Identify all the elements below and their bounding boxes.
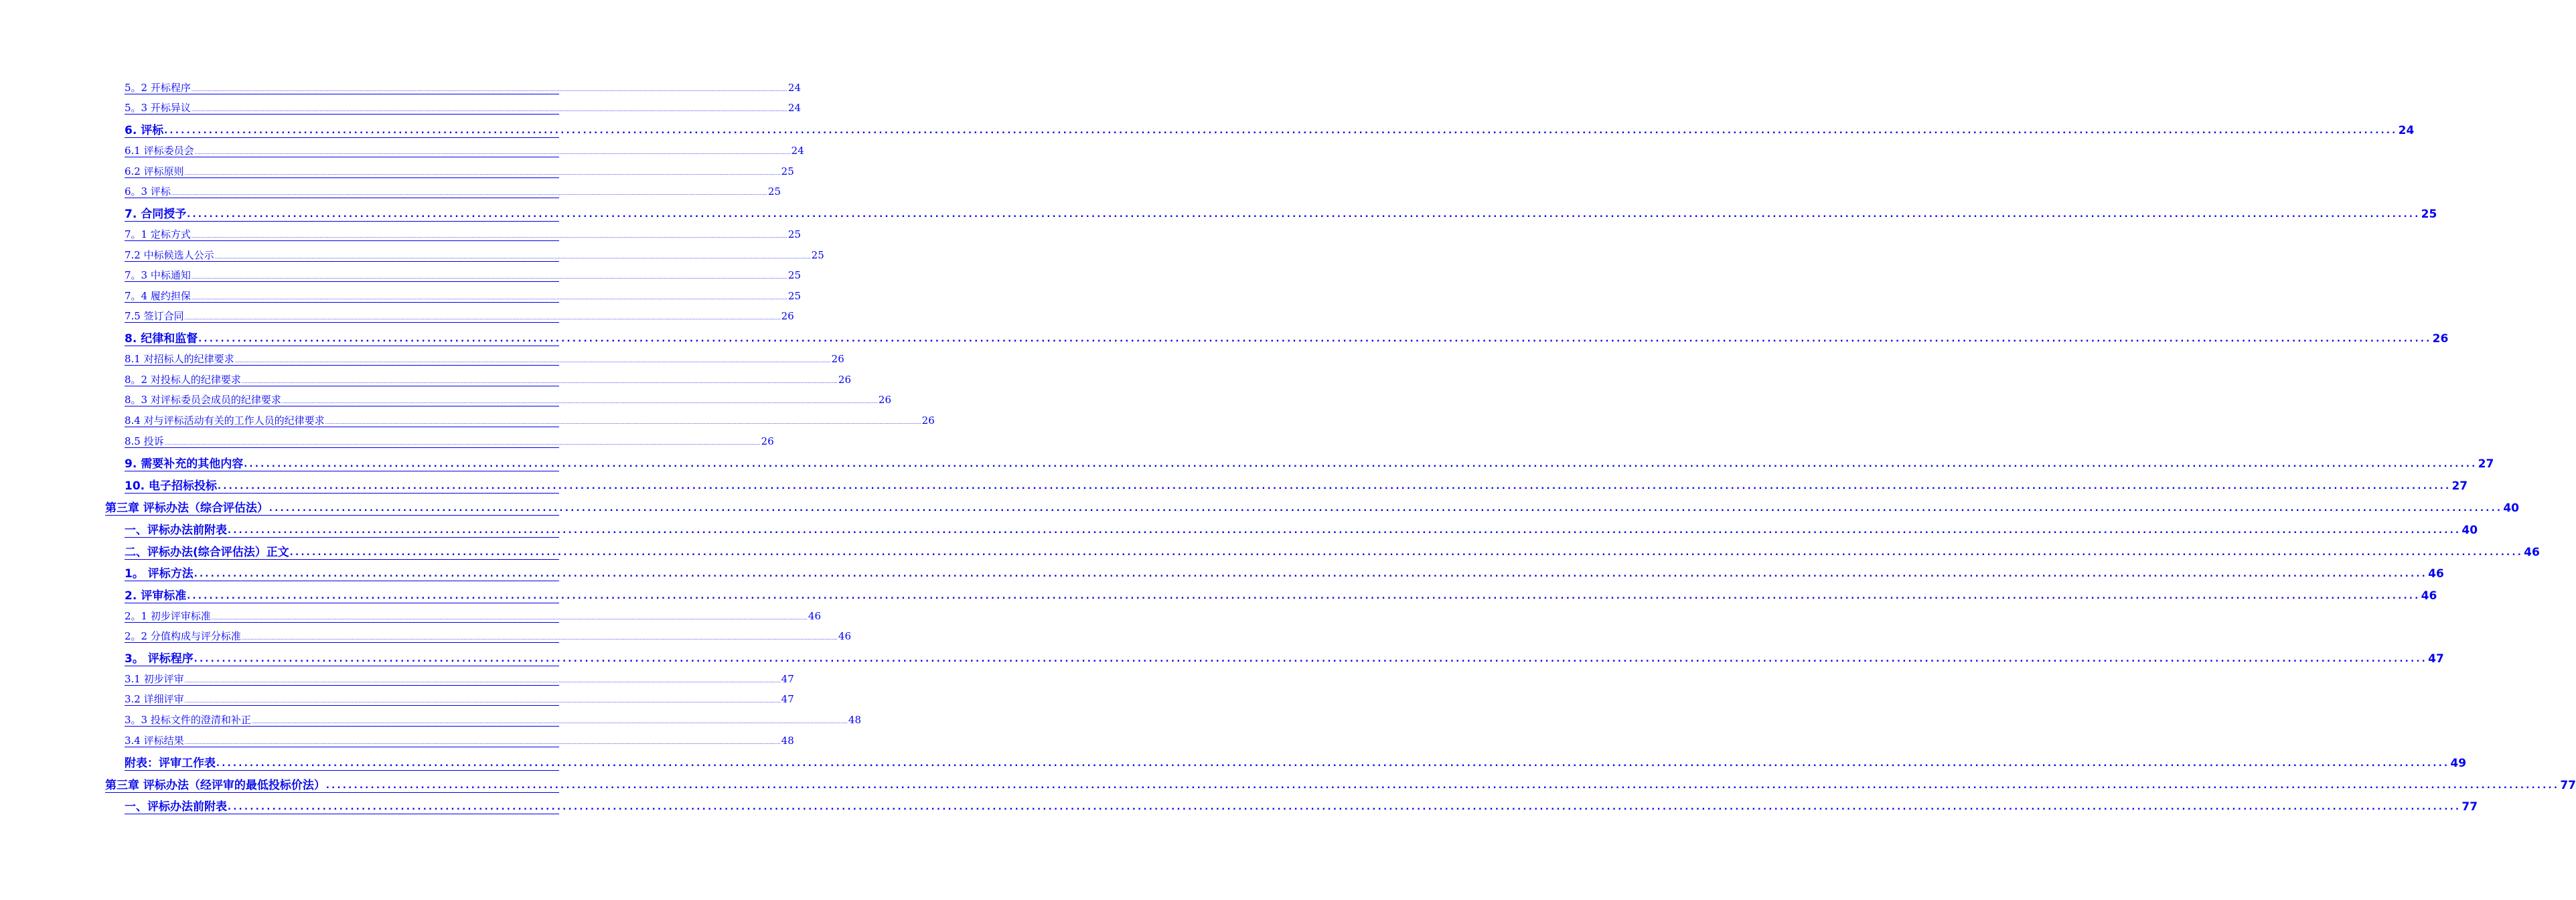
toc-entry-label: 3.2 详细评审 <box>125 693 184 705</box>
toc-page-number: 25 <box>2421 208 2437 221</box>
toc-page-number: 26 <box>921 415 935 427</box>
toc-entry-label: 一、评标办法前附表 <box>125 524 227 537</box>
toc-entry-label: 3。 评标程序 <box>125 652 194 666</box>
toc-entry-label: 8。3 对评标委员会成员的纪律要求 <box>125 394 281 406</box>
toc-page-number: 24 <box>791 145 804 157</box>
toc-dot-leader: ................................................................................................................................................................................................................................................................................................................................................................................................................ <box>194 150 791 155</box>
toc-dot-leader: ................................................................................................................................................................................................................................................................................................................................................................................................................ <box>184 698 781 704</box>
toc-page-number: 77 <box>2461 800 2478 814</box>
toc-subsection-entry[interactable] <box>125 145 804 157</box>
toc-entry-label: 附表：评审工作表 <box>125 757 216 770</box>
toc-page-number: 27 <box>2478 457 2494 471</box>
toc-page-number: 25 <box>767 185 781 198</box>
toc-entry-label: 6.1 评标委员会 <box>125 145 194 157</box>
toc-page-number: 25 <box>787 269 801 281</box>
toc-subsection-entry[interactable] <box>125 82 801 94</box>
toc-chapter-entry[interactable] <box>105 501 2519 516</box>
toc-subsection-entry[interactable] <box>125 249 824 262</box>
toc-page-number: 25 <box>811 249 824 261</box>
toc-dot-leader: ................................................................................................................................................................................................................................................................................................................................................................................................................ <box>244 459 2478 469</box>
toc-page-number: 26 <box>838 374 851 386</box>
toc-page-number: 24 <box>2398 124 2415 137</box>
toc-entry-label: 8. 纪律和监督 <box>125 332 198 346</box>
toc-page-number: 24 <box>787 82 801 94</box>
toc-entry-label: 第三章 评标办法（经评审的最低投标价法） <box>105 779 325 792</box>
toc-page-number: 46 <box>2428 567 2444 581</box>
toc-entry-label: 7.5 签订合同 <box>125 310 184 322</box>
toc-entry-label: 9. 需要补充的其他内容 <box>125 457 244 471</box>
toc-page-number: 26 <box>781 310 794 322</box>
toc-dot-leader: ................................................................................................................................................................................................................................................................................................................................................................................................................ <box>194 569 2428 579</box>
toc-page-number: 48 <box>781 735 794 747</box>
toc-page-number: 25 <box>781 165 794 177</box>
toc-subsection-entry[interactable] <box>125 269 801 282</box>
toc-section-entry[interactable] <box>125 756 2467 771</box>
toc-dot-leader: ................................................................................................................................................................................................................................................................................................................................................................................................................ <box>325 420 921 425</box>
toc-entry-label: 6.2 评标原则 <box>125 165 184 177</box>
toc-entry-label: 10. 电子招标投标 <box>125 479 218 493</box>
toc-entry-label: 8.1 对招标人的纪律要求 <box>125 353 234 365</box>
toc-subsection-entry[interactable] <box>125 165 794 178</box>
toc-dot-leader: ................................................................................................................................................................................................................................................................................................................................................................................................................ <box>269 504 2503 514</box>
toc-dot-leader: ................................................................................................................................................................................................................................................................................................................................................................................................................ <box>218 481 2451 492</box>
toc-page-number: 49 <box>2450 757 2467 770</box>
toc-entry-label: 7.2 中标候选人公示 <box>125 249 214 261</box>
toc-page-number: 26 <box>878 394 891 406</box>
toc-dot-leader: ................................................................................................................................................................................................................................................................................................................................................................................................................ <box>191 87 787 92</box>
toc-subsection-entry[interactable] <box>125 374 851 386</box>
toc-subsection-entry[interactable] <box>125 735 794 747</box>
toc-page-number: 46 <box>838 630 851 642</box>
toc-entry-label: 二、评标办法(综合评估法）正文 <box>125 546 289 559</box>
toc-section-entry[interactable] <box>125 545 2540 560</box>
toc-entry-label: 一、评标办法前附表 <box>125 800 227 814</box>
toc-entry-label: 6。3 评标 <box>125 185 171 198</box>
toc-entry-label: 2. 评审标准 <box>125 589 187 603</box>
toc-entry-label: 2。2 分值构成与评分标准 <box>125 630 241 642</box>
toc-subsection-entry[interactable] <box>125 415 935 427</box>
toc-section-entry[interactable] <box>125 589 2437 603</box>
toc-section-entry[interactable] <box>125 123 2415 138</box>
toc-subsection-entry[interactable] <box>125 310 794 323</box>
toc-section-entry[interactable] <box>125 479 2468 494</box>
toc-page-number: 47 <box>2428 652 2444 666</box>
toc-dot-leader: ................................................................................................................................................................................................................................................................................................................................................................................................................ <box>191 107 787 112</box>
toc-dot-leader: ................................................................................................................................................................................................................................................................................................................................................................................................................ <box>164 441 761 446</box>
toc-dot-leader: ................................................................................................................................................................................................................................................................................................................................................................................................................ <box>216 759 2450 769</box>
toc-dot-leader: ................................................................................................................................................................................................................................................................................................................................................................................................................ <box>171 191 767 196</box>
toc-dot-leader: ................................................................................................................................................................................................................................................................................................................................................................................................................ <box>191 234 787 239</box>
toc-subsection-entry[interactable] <box>125 630 851 643</box>
toc-entry-label: 7。1 定标方式 <box>125 228 191 240</box>
toc-dot-leader: ................................................................................................................................................................................................................................................................................................................................................................................................................ <box>184 171 781 176</box>
toc-entry-label: 6. 评标 <box>125 124 164 137</box>
toc-entry-label: 1。 评标方法 <box>125 567 194 581</box>
toc-entry-label: 7. 合同授予 <box>125 208 187 221</box>
toc-entry-label: 5。2 开标程序 <box>125 82 191 94</box>
toc-entry-label: 8.5 投诉 <box>125 435 164 447</box>
toc-entry-label: 7。4 履约担保 <box>125 290 191 302</box>
toc-section-entry[interactable] <box>125 652 2444 666</box>
toc-section-entry[interactable] <box>125 331 2449 346</box>
toc-section-entry[interactable] <box>125 800 2478 814</box>
toc-entry-label: 3.4 评标结果 <box>125 735 184 747</box>
toc-subsection-entry[interactable] <box>125 714 861 727</box>
toc-section-entry[interactable] <box>125 523 2478 538</box>
toc-dot-leader: ................................................................................................................................................................................................................................................................................................................................................................................................................ <box>228 802 2461 812</box>
toc-subsection-entry[interactable] <box>125 185 781 198</box>
toc-page-number: 46 <box>2421 589 2437 603</box>
toc-dot-leader: ................................................................................................................................................................................................................................................................................................................................................................................................................ <box>214 254 811 260</box>
toc-page-number: 25 <box>787 228 801 240</box>
toc-page-number: 40 <box>2461 524 2478 537</box>
toc-subsection-entry[interactable] <box>125 673 794 686</box>
toc-dot-leader: ................................................................................................................................................................................................................................................................................................................................................................................................................ <box>191 275 787 280</box>
toc-subsection-entry[interactable] <box>125 102 801 115</box>
toc-entry-label: 2。1 初步评审标准 <box>125 610 211 622</box>
toc-entry-label: 7。3 中标通知 <box>125 269 191 281</box>
toc-page-number: 26 <box>2432 332 2449 346</box>
toc-page-number: 27 <box>2451 479 2468 493</box>
toc-page-number: 40 <box>2503 502 2519 515</box>
toc-dot-leader: ................................................................................................................................................................................................................................................................................................................................................................................................................ <box>191 295 787 301</box>
toc-dot-leader: ................................................................................................................................................................................................................................................................................................................................................................................................................ <box>241 379 838 384</box>
toc-subsection-entry[interactable] <box>125 394 891 406</box>
toc-subsection-entry[interactable] <box>125 610 821 623</box>
toc-section-entry[interactable] <box>125 207 2437 222</box>
toc-page-number: 26 <box>761 435 774 447</box>
toc-page-number: 48 <box>848 714 861 726</box>
toc-page-number: 24 <box>787 102 801 114</box>
toc-dot-leader: ................................................................................................................................................................................................................................................................................................................................................................................................................ <box>251 719 848 725</box>
toc-dot-leader: ................................................................................................................................................................................................................................................................................................................................................................................................................ <box>228 526 2461 536</box>
toc-subsection-entry[interactable] <box>125 693 794 706</box>
toc-entry-label: 5。3 开标异议 <box>125 102 191 114</box>
toc-entry-label: 8。2 对投标人的纪律要求 <box>125 374 241 386</box>
toc-page-number: 46 <box>2524 546 2540 559</box>
toc-subsection-entry[interactable] <box>125 353 844 366</box>
toc-dot-leader: ................................................................................................................................................................................................................................................................................................................................................................................................................ <box>187 210 2421 220</box>
toc-subsection-entry[interactable] <box>125 435 774 448</box>
toc-page-number: 25 <box>787 290 801 302</box>
toc-chapter-entry[interactable] <box>105 778 2576 793</box>
toc-dot-leader: ................................................................................................................................................................................................................................................................................................................................................................................................................ <box>234 358 831 364</box>
toc-section-entry[interactable] <box>125 567 2444 581</box>
toc-dot-leader: ................................................................................................................................................................................................................................................................................................................................................................................................................ <box>281 399 878 404</box>
toc-dot-leader: ................................................................................................................................................................................................................................................................................................................................................................................................................ <box>187 591 2421 601</box>
toc-dot-leader: ................................................................................................................................................................................................................................................................................................................................................................................................................ <box>194 654 2428 664</box>
toc-dot-leader: ................................................................................................................................................................................................................................................................................................................................................................................................................ <box>198 334 2432 344</box>
toc-dot-leader: ................................................................................................................................................................................................................................................................................................................................................................................................................ <box>241 635 838 641</box>
toc-dot-leader: ................................................................................................................................................................................................................................................................................................................................................................................................................ <box>164 126 2398 136</box>
toc-dot-leader: ................................................................................................................................................................................................................................................................................................................................................................................................................ <box>289 548 2524 558</box>
toc-page-number: 26 <box>831 353 844 365</box>
toc-entry-label: 3.1 初步评审 <box>125 673 184 685</box>
toc-page-number: 47 <box>781 673 794 685</box>
toc-page-number: 47 <box>781 693 794 705</box>
toc-dot-leader: ................................................................................................................................................................................................................................................................................................................................................................................................................ <box>184 315 781 321</box>
toc-subsection-entry[interactable] <box>125 228 801 241</box>
toc-entry-label: 3。3 投标文件的澄清和补正 <box>125 714 251 726</box>
toc-dot-leader: ................................................................................................................................................................................................................................................................................................................................................................................................................ <box>211 615 808 621</box>
toc-dot-leader: ................................................................................................................................................................................................................................................................................................................................................................................................................ <box>184 740 781 745</box>
toc-dot-leader: ................................................................................................................................................................................................................................................................................................................................................................................................................ <box>325 781 2560 791</box>
toc-entry-label: 8.4 对与评标活动有关的工作人员的纪律要求 <box>125 415 325 427</box>
toc-entry-label: 第三章 评标办法（综合评估法） <box>105 502 269 515</box>
toc-section-entry[interactable] <box>125 457 2494 471</box>
toc-page-number: 46 <box>808 610 821 622</box>
toc-subsection-entry[interactable] <box>125 290 801 303</box>
toc-page-number: 77 <box>2560 779 2576 792</box>
toc-dot-leader: ................................................................................................................................................................................................................................................................................................................................................................................................................ <box>184 678 781 684</box>
